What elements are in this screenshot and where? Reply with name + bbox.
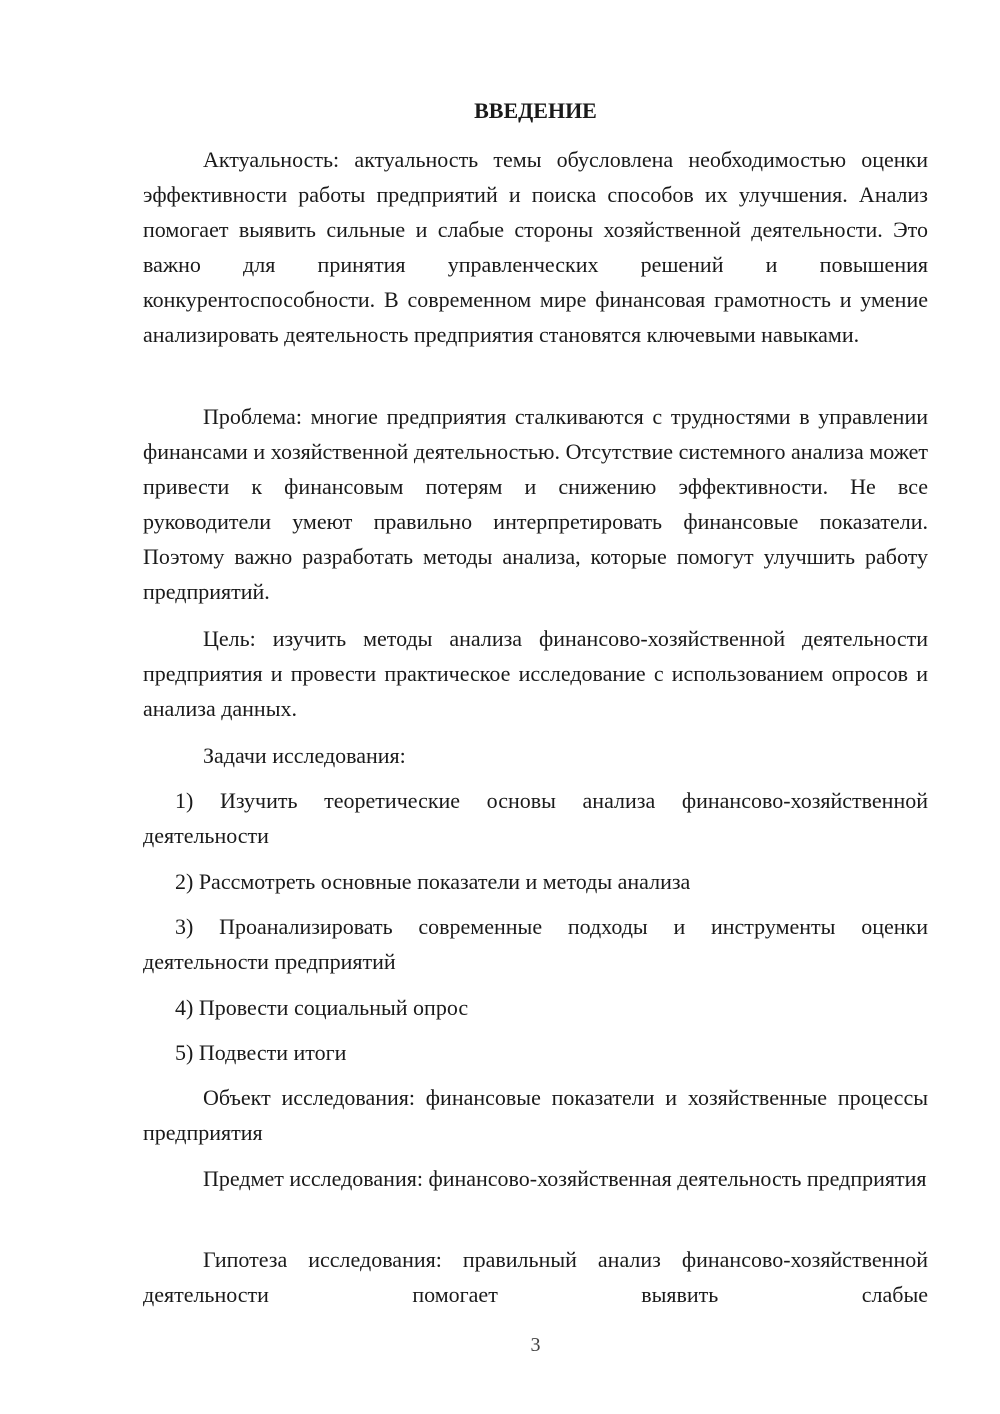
page-title: ВВЕДЕНИЕ: [474, 98, 597, 123]
paragraph-hypothesis: Гипотеза исследования: правильный анализ финансово-хозяйственной деятельности помогает выявить слабые: [143, 1247, 928, 1308]
paragraph-relevance: Актуальность: актуальность темы обусловлена необходимостью оценки эффективности работы предприятий и поиска способов их улучшения. Анализ помогает выявить сильные и слабые стороны хозяйственной деятельности. Это важно для принятия управленческих решений и повышения конкурентоспособности. В современном мире финансовая грамотность и умение анализировать деятельность предприятия становятся ключевыми навыками.: [143, 147, 928, 348]
tasks-heading: Задачи исследования:: [203, 743, 406, 768]
task-item-1: 1) Изучить теоретические основы анализа финансово-хозяйственной деятельности: [143, 788, 928, 849]
task-item-5: 5) Подвести итоги: [175, 1040, 347, 1065]
task-item-4: 4) Провести социальный опрос: [175, 995, 469, 1020]
paragraph-object: Объект исследования: финансовые показатели и хозяйственные процессы предприятия: [143, 1085, 928, 1146]
task-item-2: 2) Рассмотреть основные показатели и методы анализа: [175, 869, 691, 894]
page-number: 3: [530, 1334, 541, 1356]
task-item-3: 3) Проанализировать современные подходы и инструменты оценки деятельности предприятий: [143, 914, 928, 975]
paragraph-subject: Предмет исследования: финансово-хозяйственная деятельность предприятия: [203, 1166, 927, 1191]
paragraph-goal: Цель: изучить методы анализа финансово-хозяйственной деятельности предприятия и провести практическое исследование с использованием опросов и анализа данных.: [143, 626, 928, 722]
paragraph-problem: Проблема: многие предприятия сталкиваются с трудностями в управлении финансами и хозяйственной деятельностью. Отсутствие системного анализа может привести к финансовым потерям и снижению эффективности. Не все руководители умеют правильно интерпретировать финансовые показатели. Поэтому важно разработать методы анализа, которые помогут улучшить работу предприятий.: [143, 404, 928, 605]
